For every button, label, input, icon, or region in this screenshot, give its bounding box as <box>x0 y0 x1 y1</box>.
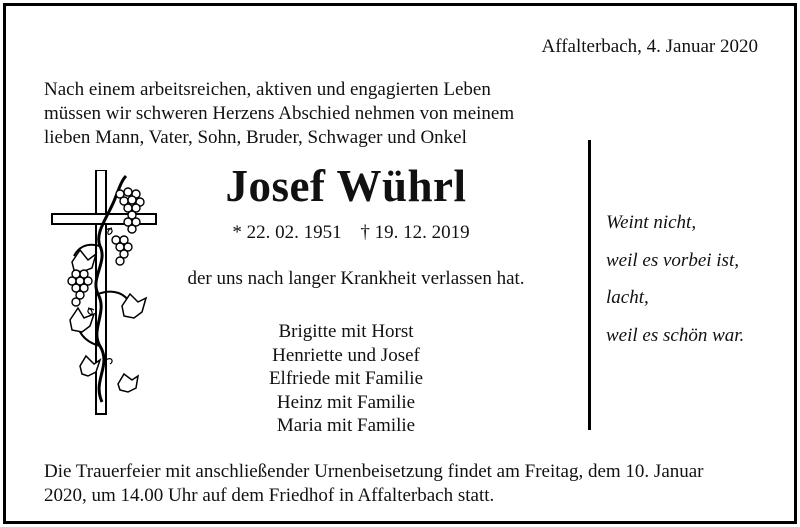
place-date: Affalterbach, 4. Januar 2020 <box>541 36 758 57</box>
intro-line: lieben Mann, Vater, Sohn, Bruder, Schwager und Onkel <box>44 127 467 148</box>
deceased-name: Josef Wührl <box>225 161 467 211</box>
vertical-divider <box>588 140 591 430</box>
quote-line: weil es schön war. <box>606 324 745 346</box>
mourners-list <box>236 320 456 438</box>
quote-line: weil es vorbei ist, <box>606 249 739 271</box>
death-date: † 19. 12. 2019 <box>360 222 470 243</box>
mourner: Elfriede mit Familie <box>268 368 424 389</box>
intro-text <box>44 78 514 150</box>
funeral-info <box>44 460 704 508</box>
funeral-line: Die Trauerfeier mit anschließender Urnenbeisetzung findet am Freitag, dem 10. Januar <box>44 461 704 482</box>
quote-line: lacht, <box>606 287 649 308</box>
mourner: Heinz mit Familie <box>276 391 416 413</box>
cross-with-grapevine-icon <box>50 170 160 420</box>
obituary-notice <box>3 3 797 524</box>
illness-line: der uns nach langer Krankheit verlassen hat. <box>187 268 525 289</box>
birth-date: * 22. 02. 1951 <box>232 222 342 243</box>
intro-line: müssen wir schweren Herzens Abschied nehmen von meinem <box>44 103 515 124</box>
intro-line: Nach einem arbeitsreichen, aktiven und engagierten Leben <box>44 79 491 100</box>
quote <box>606 204 744 354</box>
mourner: Henriette und Josef <box>272 344 420 366</box>
mourner: Maria mit Familie <box>276 415 416 436</box>
funeral-line: 2020, um 14.00 Uhr auf dem Friedhof in Affalterbach statt. <box>44 485 495 506</box>
quote-line: Weint nicht, <box>606 212 697 233</box>
life-dates <box>206 222 496 244</box>
mourner: Brigitte mit Horst <box>278 321 414 342</box>
